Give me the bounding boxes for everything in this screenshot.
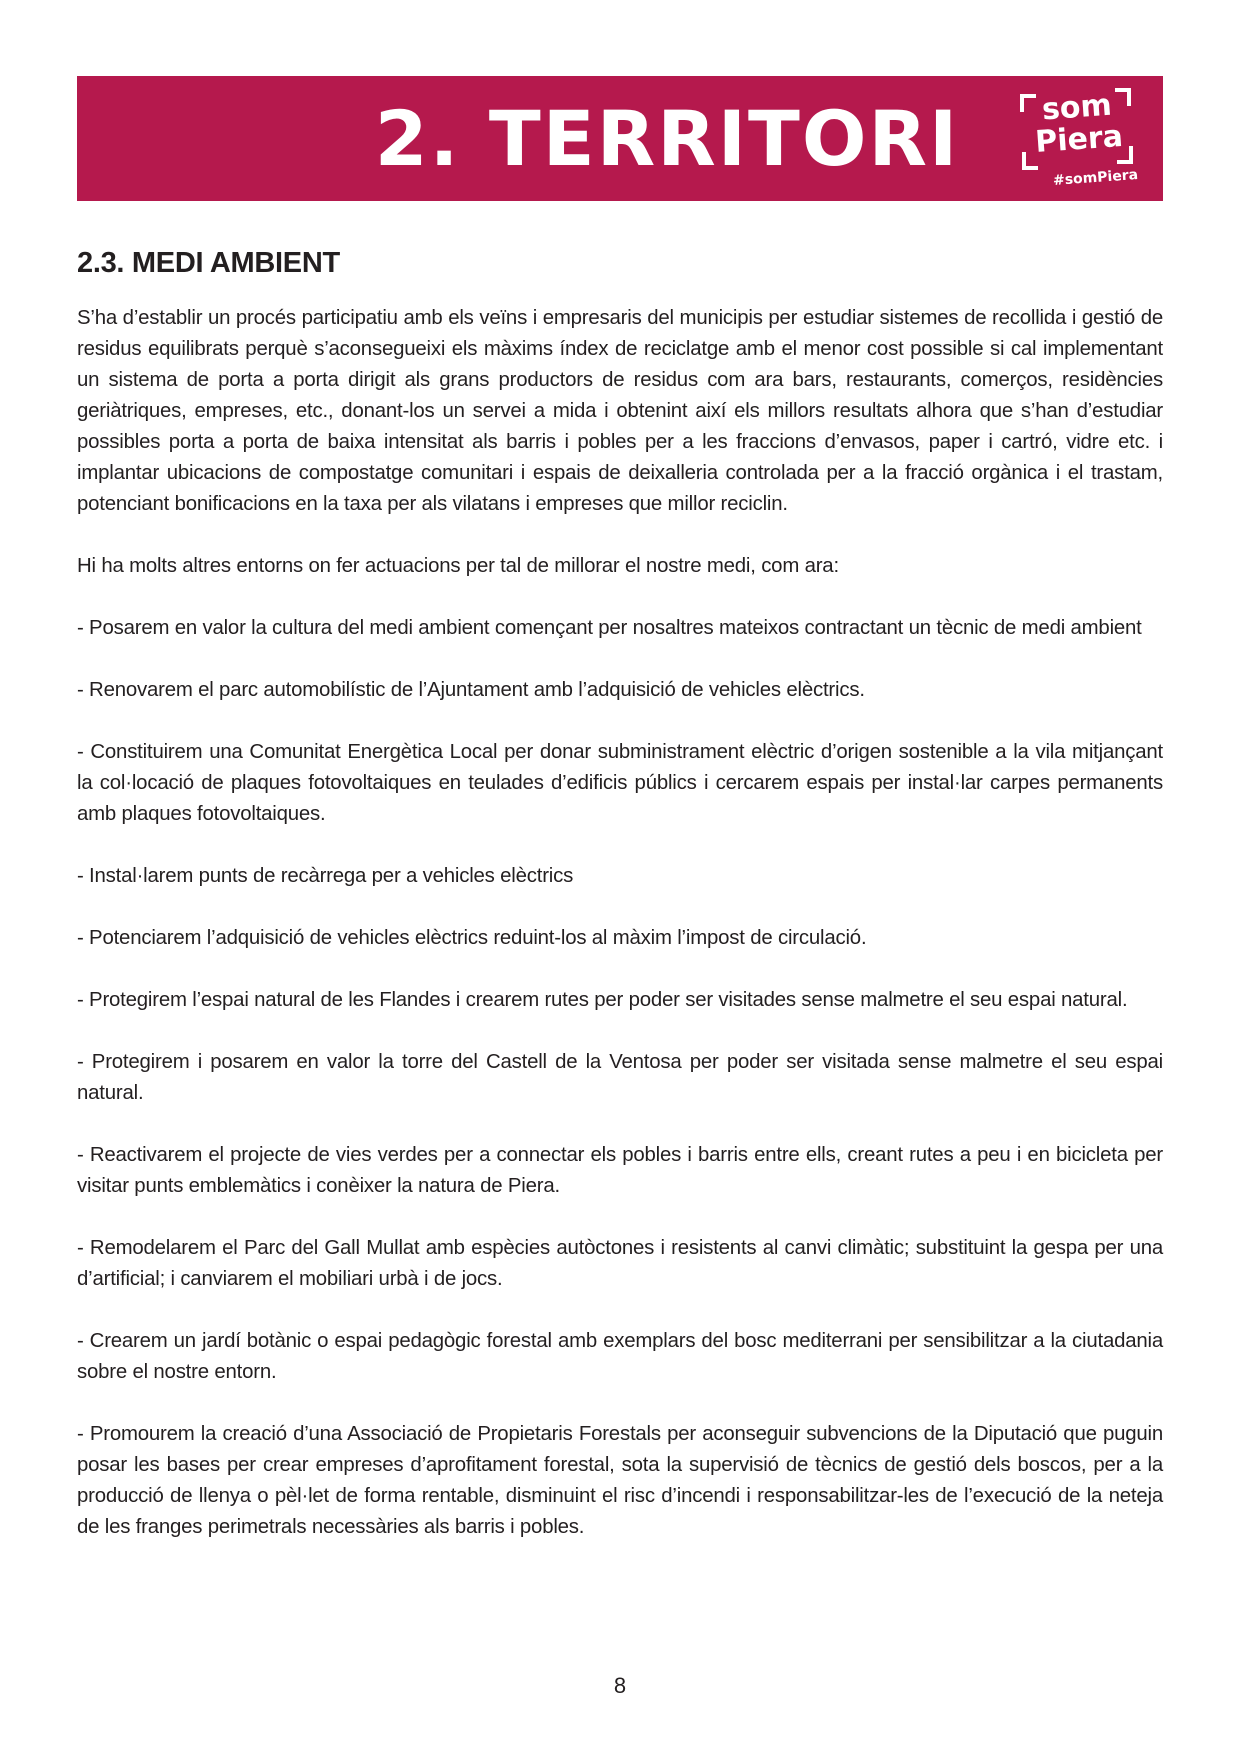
list-item: - Potenciarem l’adquisició de vehicles elèctrics reduint-los al màxim l’impost de circulació. — [77, 927, 867, 949]
page-title: 2. TERRITORI — [374, 94, 960, 183]
logo-wordmark — [1026, 89, 1130, 160]
section-heading: 2.3. MEDI AMBIENT — [77, 247, 340, 279]
paragraph-lead-in: Hi ha molts altres entorns on fer actuacions per tal de millorar el nostre medi, com ara: — [77, 555, 839, 577]
list-item: - Protegirem l’espai natural de les Flandes i crearem rutes per poder ser visitades sense malmetre el seu espai natural. — [77, 989, 1128, 1011]
page-number: 8 — [613, 1673, 627, 1698]
list-item: - Reactivarem el projecte de vies verdes per a connectar els pobles i barris entre ells, creant rutes a peu i en bicicleta per visitar punts emblemàtics i conèixer la natura de Piera. — [77, 1144, 1163, 1197]
header-banner — [77, 76, 1163, 201]
logo-hashtag: #somPiera — [1052, 167, 1139, 189]
paragraph-intro: S’ha d’establir un procés participatiu amb els veïns i empresaris del municipis per estudiar sistemes de recollida i gestió de residus equilibrats perquè s’aconsegueixi els màxims índex de reciclatge amb el menor cost possible si cal implementant un sistema de porta a porta dirigit als grans productors de residus com ara bars, restaurants, comerços, residències geriàtriques, empreses, etc., donant-los un servei a mida i obtenint així els millors resultats alhora que s’han d’estudiar possibles porta a porta de baixa intensitat als barris i pobles per a les fraccions d’envasos, paper i cartró, vidre etc. i implantar ubicacions de compostatge comunitari i espais de deixalleria controlada per a la fracció orgànica i el trastam, potenciant bonificacions en la taxa per als vilatans i empreses que millor reciclin. — [77, 307, 1163, 515]
list-item: - Instal·larem punts de recàrrega per a vehicles elèctrics — [77, 865, 574, 887]
list-item: - Posarem en valor la cultura del medi ambient començant per nosaltres mateixos contractant un tècnic de medi ambient — [77, 617, 1142, 639]
list-item: - Promourem la creació d’una Associació de Propietaris Forestals per aconseguir subvencions de la Diputació que puguin posar les bases per crear empreses d’aprofitament forestal, sota la supervisió de tècnics de gestió dels boscos, per a la producció de llenya o pèl·let de forma rentable, disminuint el risc d’incendi i responsabilitzar-les de l’execució de la neteja de les franges perimetrals necessàries als barris i pobles. — [77, 1423, 1163, 1538]
list-item: - Constituirem una Comunitat Energètica Local per donar subministrament elèctric d’origen sostenible a la vila mitjançant la col·locació de plaques fotovoltaiques en teulades d’edificis públics i cercarem espais per instal·lar carpes permanents amb plaques fotovoltaiques. — [77, 741, 1163, 825]
logo-line-som: som — [1040, 87, 1113, 128]
main-content — [77, 245, 1163, 1574]
list-item: - Renovarem el parc automobilístic de l’Ajuntament amb l’adquisició de vehicles elèctrics. — [77, 679, 865, 701]
list-item: - Crearem un jardí botànic o espai pedagògic forestal amb exemplars del bosc mediterrani per sensibilitzar a la ciutadania sobre el nostre entorn. — [77, 1330, 1163, 1383]
som-piera-logo — [1013, 84, 1153, 196]
list-item: - Remodelarem el Parc del Gall Mullat amb espècies autòctones i resistents al canvi climàtic; substituint la gespa per una d’artificial; i canviarem el mobiliari urbà i de jocs. — [77, 1237, 1163, 1290]
list-item: - Protegirem i posarem en valor la torre del Castell de la Ventosa per poder ser visitada sense malmetre el seu espai natural. — [77, 1051, 1163, 1104]
logo-line-piera: Piera — [1034, 118, 1125, 160]
